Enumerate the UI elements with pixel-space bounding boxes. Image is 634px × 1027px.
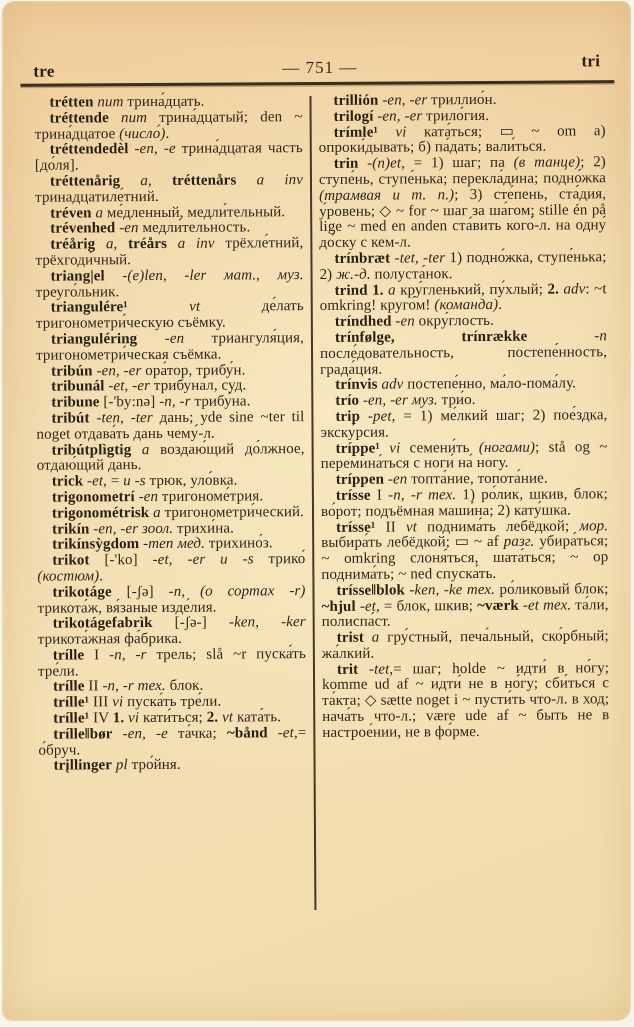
entry-text: тригономе́трия. bbox=[161, 488, 264, 505]
entry-text: = шаг; holde ~ идти́ в но́гу; komme ud af ~ идти́ не в но́гу; сби́ться с та́кта; ◇ sætte noget i ~ пусти́ть что-л. в ход; нача́ть что-л.; være ude af ~ быть не в настрое́нии, не в фо́рме. bbox=[322, 659, 610, 741]
grammar-label: num bbox=[108, 109, 160, 127]
dictionary-entry bbox=[322, 661, 609, 742]
dictionary-entry bbox=[321, 440, 608, 473]
entry-text: ; 2) ступе́нь, ступе́нька; перекла́дина; подно́жка bbox=[318, 154, 607, 188]
entry-text: трико́ bbox=[268, 551, 306, 568]
entry-text: постепе́нно, ма́ло-пома́лу. bbox=[407, 375, 577, 393]
headword: tréttendedèl bbox=[49, 141, 129, 159]
entry-text: ро́ликовый блок; bbox=[499, 580, 609, 598]
grammar-label: a, bbox=[95, 236, 129, 253]
grammar-label: (в танце) bbox=[513, 154, 581, 171]
entry-text: [-'by:nə] bbox=[99, 394, 160, 411]
dictionary-entry bbox=[37, 552, 305, 585]
grammar-label: -en bbox=[115, 220, 143, 237]
grammar-label: (костюм) bbox=[37, 568, 100, 585]
headword: trick bbox=[51, 473, 84, 490]
text-columns bbox=[34, 92, 610, 911]
grammar-label: мор. bbox=[579, 517, 609, 534]
headword: tribútplìgtig bbox=[51, 441, 132, 459]
entry-text: тро́йня. bbox=[131, 757, 181, 774]
entry-text: I bbox=[84, 647, 110, 664]
grammar-label: adv bbox=[377, 376, 408, 393]
headword: trianguléring bbox=[50, 331, 138, 348]
entry-text: тригонометри́ческий. bbox=[164, 503, 305, 521]
headword: ~værk bbox=[477, 597, 519, 614]
grammar-label: -ken, -ke тех. bbox=[404, 581, 500, 599]
entry-text: ора́тор, трибу́н. bbox=[145, 361, 246, 379]
entry-text: трина́дцатая часть [до́ля]. bbox=[34, 140, 303, 174]
grammar-label: -en, -er зоол. bbox=[89, 520, 178, 537]
dictionary-entry bbox=[321, 487, 608, 520]
entry-text: ме́дленный, медли́тельный. bbox=[106, 203, 286, 221]
headword: tréttenårig bbox=[49, 173, 121, 190]
grammar-label: -n, -r bbox=[109, 646, 157, 664]
headword: trigonometrí bbox=[51, 489, 135, 506]
entry-text: II bbox=[84, 678, 103, 695]
left-column bbox=[34, 94, 306, 775]
grammar-label: разг. bbox=[503, 533, 540, 551]
headword: trímle¹ bbox=[333, 124, 379, 141]
headword: trin bbox=[333, 155, 359, 173]
grammar-label: -en, -er муз. bbox=[359, 392, 442, 409]
headword: trikínsỳgdom bbox=[52, 536, 140, 553]
headword: trilogí bbox=[333, 108, 374, 125]
headword: tríppen bbox=[335, 471, 385, 489]
dictionary-entry bbox=[320, 408, 607, 441]
headword: trikot bbox=[52, 552, 90, 569]
entry-text: трикота́ж, вя́заные изде́лия. bbox=[37, 599, 217, 617]
dictionary-entry bbox=[37, 442, 305, 475]
entry-text: семени́ть bbox=[409, 439, 479, 456]
headword: 2. bbox=[206, 709, 223, 726]
entry-text: ката́ть. bbox=[236, 709, 282, 726]
headword: trévenhed bbox=[50, 220, 116, 237]
grammar-label: -men мед. bbox=[139, 535, 209, 553]
grammar-label: -en bbox=[391, 313, 419, 330]
entry-text: топта́ние, топота́ние. bbox=[411, 470, 548, 488]
grammar-label: a inv bbox=[236, 172, 304, 189]
grammar-label: -ten, -ter bbox=[89, 409, 160, 427]
grammar-label: -n, -r тех. bbox=[102, 678, 170, 695]
grammar-label: vi bbox=[377, 123, 424, 141]
dictionary-entry bbox=[321, 582, 608, 631]
entry-text: выбира́ть лебёдкой; ▭ ~ af bbox=[321, 534, 504, 552]
grammar-label: (трамвая и т. п.) bbox=[319, 186, 455, 204]
grammar-label: a bbox=[91, 204, 107, 221]
dictionary-entry bbox=[38, 615, 306, 648]
grammar-label: vt bbox=[222, 709, 237, 726]
dictionary-entry bbox=[38, 726, 306, 759]
grammar-label: -ken, -ker bbox=[228, 614, 306, 631]
grammar-label: -n, -r bbox=[159, 393, 195, 411]
headword: tréven bbox=[50, 204, 92, 222]
dictionary-entry bbox=[319, 124, 606, 157]
entry-text: треуго́льник. bbox=[35, 283, 120, 301]
headword: tréttende bbox=[49, 110, 109, 127]
dictionary-entry bbox=[37, 584, 305, 617]
grammar-label: ж.-д. bbox=[336, 266, 375, 283]
entry-text: = о́бруч. bbox=[38, 724, 307, 759]
headword: trikotágefabrìk bbox=[52, 615, 153, 632]
entry-text: ката́ться; ▭ ~ om а) опроки́дывать; б) па́дать; вали́ться. bbox=[318, 122, 606, 157]
grammar-label: -tet, bbox=[358, 661, 394, 678]
entry-text: дань; yde sine ~ter til noget отдава́ть дань чему́-л. bbox=[36, 409, 305, 443]
grammar-label: a bbox=[131, 441, 161, 458]
headword: trílle‖bør bbox=[53, 726, 113, 743]
entry-text: . bbox=[99, 568, 104, 585]
entry-text: окру́глость. bbox=[418, 313, 494, 330]
grammar-label: -et, bbox=[267, 724, 298, 742]
dictionary-entry bbox=[35, 173, 303, 206]
entry-text: тринадцатиле́тний. bbox=[35, 188, 159, 206]
entry-text: IV bbox=[89, 710, 113, 727]
grammar-label: vt bbox=[127, 298, 262, 316]
grammar-label: -(n)et, bbox=[358, 155, 414, 172]
dictionary-entry bbox=[36, 331, 304, 364]
grammar-label: -tet, -ter bbox=[390, 250, 450, 267]
grammar-label: -n, (о сортах -r) bbox=[168, 582, 306, 600]
dictionary-entry bbox=[36, 299, 304, 332]
dictionary-entry bbox=[35, 236, 303, 269]
entry-text: . bbox=[498, 297, 503, 314]
grammar-label: vi bbox=[379, 439, 410, 457]
grammar-label: (число́) bbox=[119, 125, 166, 142]
entry-text: трихи́на. bbox=[176, 520, 235, 537]
headword: trit bbox=[336, 661, 359, 678]
headword: trip bbox=[335, 408, 361, 425]
headword: trísse‖blok bbox=[336, 582, 406, 599]
entry-text: [-'ko] bbox=[89, 552, 153, 569]
entry-text: убира́ться; ~ omkring слоня́ться, шата́ться; ~ op поднима́ть; ~ ned спуска́ть. bbox=[321, 533, 609, 583]
entry-text: трибуна́л, суд. bbox=[153, 377, 247, 395]
entry-text: трихино́з. bbox=[208, 535, 273, 552]
grammar-label: vi bbox=[112, 694, 128, 711]
entry-text: трёхле́тний, трёхгоди́чный. bbox=[35, 235, 304, 269]
headword: tréttenårs bbox=[172, 172, 237, 189]
grammar-label: -et, -er bbox=[104, 378, 154, 395]
grammar-label: -en bbox=[137, 330, 212, 348]
headword: trío bbox=[335, 392, 360, 410]
headword: tribunál bbox=[51, 378, 105, 395]
headword: trínbræt bbox=[334, 250, 391, 267]
grammar-label: -n bbox=[527, 328, 607, 345]
dictionary-entry bbox=[320, 282, 607, 315]
entry-text: = 1) ме́лкий шаг; 2) пое́здка, экску́рсия. bbox=[320, 407, 608, 441]
headword: trílle¹ bbox=[53, 694, 90, 711]
headword: trínfølge, trínrække bbox=[334, 328, 528, 346]
headword: tribún bbox=[51, 362, 93, 380]
dictionary-entry bbox=[35, 141, 303, 174]
entry-text: ; stå og ~ перемина́ться с ноги́ на́ ногу. bbox=[320, 438, 608, 473]
headword: triang|el bbox=[50, 268, 105, 285]
right-column bbox=[318, 92, 609, 741]
entry-text: = bbox=[106, 473, 124, 490]
paper bbox=[2, 1, 631, 1021]
headword: trísse bbox=[335, 487, 371, 504]
grammar-label: adv bbox=[558, 280, 586, 298]
grammar-label: a inv bbox=[166, 235, 226, 253]
headword: tríndhed bbox=[334, 313, 392, 331]
headword: tréårig bbox=[50, 236, 96, 253]
dictionary-entry bbox=[322, 629, 609, 662]
entry-text: трило́гия. bbox=[426, 107, 490, 125]
grammar-label: -et, -er и -s bbox=[152, 551, 269, 569]
entry-text: III bbox=[89, 694, 113, 711]
headword: ~hjul bbox=[321, 598, 356, 615]
headword: tribune bbox=[51, 394, 100, 411]
headword: trikotáge bbox=[52, 583, 112, 601]
dictionary-entry bbox=[38, 647, 306, 680]
entry-text: трикота́жная фа́брика. bbox=[37, 630, 183, 648]
entry-text: II bbox=[375, 518, 407, 536]
headword: ~bånd bbox=[226, 725, 268, 742]
entry-text: . bbox=[165, 125, 170, 142]
headword: trillión bbox=[333, 92, 379, 109]
dictionary-entry bbox=[35, 110, 303, 143]
grammar-label: a bbox=[363, 629, 388, 646]
headword: trílle¹ bbox=[53, 710, 90, 727]
headword: triangulére¹ bbox=[50, 299, 128, 316]
grammar-label: -en, -er bbox=[92, 362, 146, 379]
page-number: — 751 — bbox=[282, 57, 358, 78]
entry-text: трина́дцатый; den ~ трина́дцатое bbox=[34, 108, 303, 143]
dictionary-entry bbox=[36, 410, 304, 443]
headword: tréårs bbox=[128, 236, 168, 253]
grammar-label: -n, -r тех. bbox=[388, 487, 463, 504]
entry-text: де́лать тригонометри́ческую съёмку. bbox=[35, 298, 304, 332]
grammar-label: a bbox=[383, 282, 401, 299]
headword: trigonométrisk bbox=[51, 504, 150, 522]
entry-text: триллио́н. bbox=[431, 91, 497, 109]
grammar-label: -en bbox=[383, 471, 412, 488]
entry-text: кру́гленький, пу́хлый; bbox=[400, 281, 548, 299]
dictionary-entry bbox=[319, 250, 606, 283]
grammar-label: -en, -er bbox=[373, 108, 427, 125]
headword: trílle bbox=[52, 647, 85, 664]
grammar-label: a, bbox=[120, 172, 173, 190]
grammar-label: (ногами) bbox=[478, 439, 536, 456]
entry-text: кати́ться; bbox=[142, 709, 207, 727]
entry-text: 1) подно́жка, ступе́нька; 2) bbox=[319, 249, 607, 283]
headword: trįllinger bbox=[53, 757, 113, 775]
headword: trikín bbox=[52, 520, 90, 538]
grammar-label: -(e)len, -ler мат., муз. bbox=[104, 266, 304, 285]
entry-text: пуска́ть тре́ли. bbox=[127, 693, 222, 711]
entry-text: 1) ро́лик, шкив, блок; во́рот; подъёмная маши́на; 2) кату́шка. bbox=[320, 486, 608, 520]
entry-text: медли́тельность. bbox=[142, 219, 251, 237]
dictionary-entry bbox=[39, 758, 307, 775]
grammar-label: a bbox=[149, 504, 165, 521]
entry-text: трель; slå ~r пуска́ть тре́ли. bbox=[37, 645, 306, 680]
grammar-label: vi bbox=[128, 710, 143, 727]
entry-text: [-ʃə-] bbox=[152, 614, 230, 632]
entry-text: та́ли, полиспа́ст. bbox=[321, 596, 609, 631]
entry-text: [-ʃə] bbox=[111, 583, 169, 600]
headword: tríppe¹ bbox=[335, 440, 381, 457]
entry-text: три́о. bbox=[441, 392, 476, 409]
grammar-label: -en bbox=[134, 488, 162, 506]
grammar-label: (команда) bbox=[434, 297, 499, 314]
entry-text: блок. bbox=[169, 678, 204, 695]
entry-text: ; 3) сте́пень, ста́дия, у́ровень; ◇ ~ for ~ шаг за ша́гом; stille én på lige ~ med en anden ста́вить кого́-л. на одну́ до́ску с кем-л. bbox=[319, 186, 607, 252]
guide-word-left: tre bbox=[33, 61, 55, 81]
headword: 1. bbox=[112, 710, 129, 727]
headword: trétten bbox=[49, 94, 94, 111]
headword: trísse¹ bbox=[336, 519, 376, 536]
entry-text: поднима́ть лебёдкой; bbox=[427, 517, 580, 535]
page-header bbox=[33, 51, 606, 81]
entry-text: : ~t omkring! круго́м! bbox=[319, 280, 607, 315]
entry-text: гру́стный, печа́льный, ско́рбный; жа́лкий. bbox=[321, 628, 609, 662]
entry-text: триангуля́ция, тригонометри́ческая съёмка. bbox=[35, 330, 304, 364]
dictionary-entry bbox=[320, 329, 607, 378]
grammar-label: -en, -er bbox=[378, 92, 432, 109]
grammar-label: -et, bbox=[355, 598, 384, 615]
entry-text: полуста́нок. bbox=[374, 265, 453, 283]
headword: trist bbox=[336, 629, 364, 646]
grammar-label: и -s bbox=[123, 473, 150, 490]
entry-text: трибу́на. bbox=[194, 393, 251, 410]
guide-word-right: tri bbox=[581, 51, 601, 71]
grammar-label: pl bbox=[111, 757, 132, 774]
entry-text: = блок, шкив; bbox=[383, 597, 478, 615]
headword: tribút bbox=[51, 410, 90, 427]
entry-text: трина́дцать. bbox=[127, 93, 205, 111]
grammar-label: -pet, bbox=[359, 408, 404, 425]
entry-text: = 1) шаг; па bbox=[413, 154, 514, 172]
grammar-label: -et, bbox=[83, 473, 108, 490]
grammar-label: -en, -e bbox=[112, 725, 179, 743]
grammar-label: -en, -e bbox=[128, 141, 182, 158]
headword: 2. bbox=[547, 281, 559, 298]
grammar-label: num bbox=[93, 94, 128, 111]
entry-text: трюк, уло́вка. bbox=[149, 472, 238, 490]
dictionary-entry bbox=[36, 268, 304, 301]
headword: 1. bbox=[372, 282, 384, 299]
dictionary-entry bbox=[319, 155, 607, 252]
entry-text: после́довательность, постепе́нность, града́ция. bbox=[319, 343, 608, 378]
grammar-label: vt bbox=[405, 518, 428, 535]
headword: trínvis bbox=[335, 376, 378, 394]
entry-text: та́чка; bbox=[177, 725, 227, 742]
headword: trílle bbox=[53, 678, 85, 696]
dictionary-entry bbox=[321, 519, 608, 584]
entry-text: воздаю́щий до́лжное, отдаю́щий дань. bbox=[36, 440, 305, 475]
entry-text: I bbox=[370, 487, 389, 504]
grammar-label: -et тех. bbox=[518, 596, 576, 614]
column-divider bbox=[309, 96, 316, 910]
headword: trind bbox=[334, 282, 368, 299]
